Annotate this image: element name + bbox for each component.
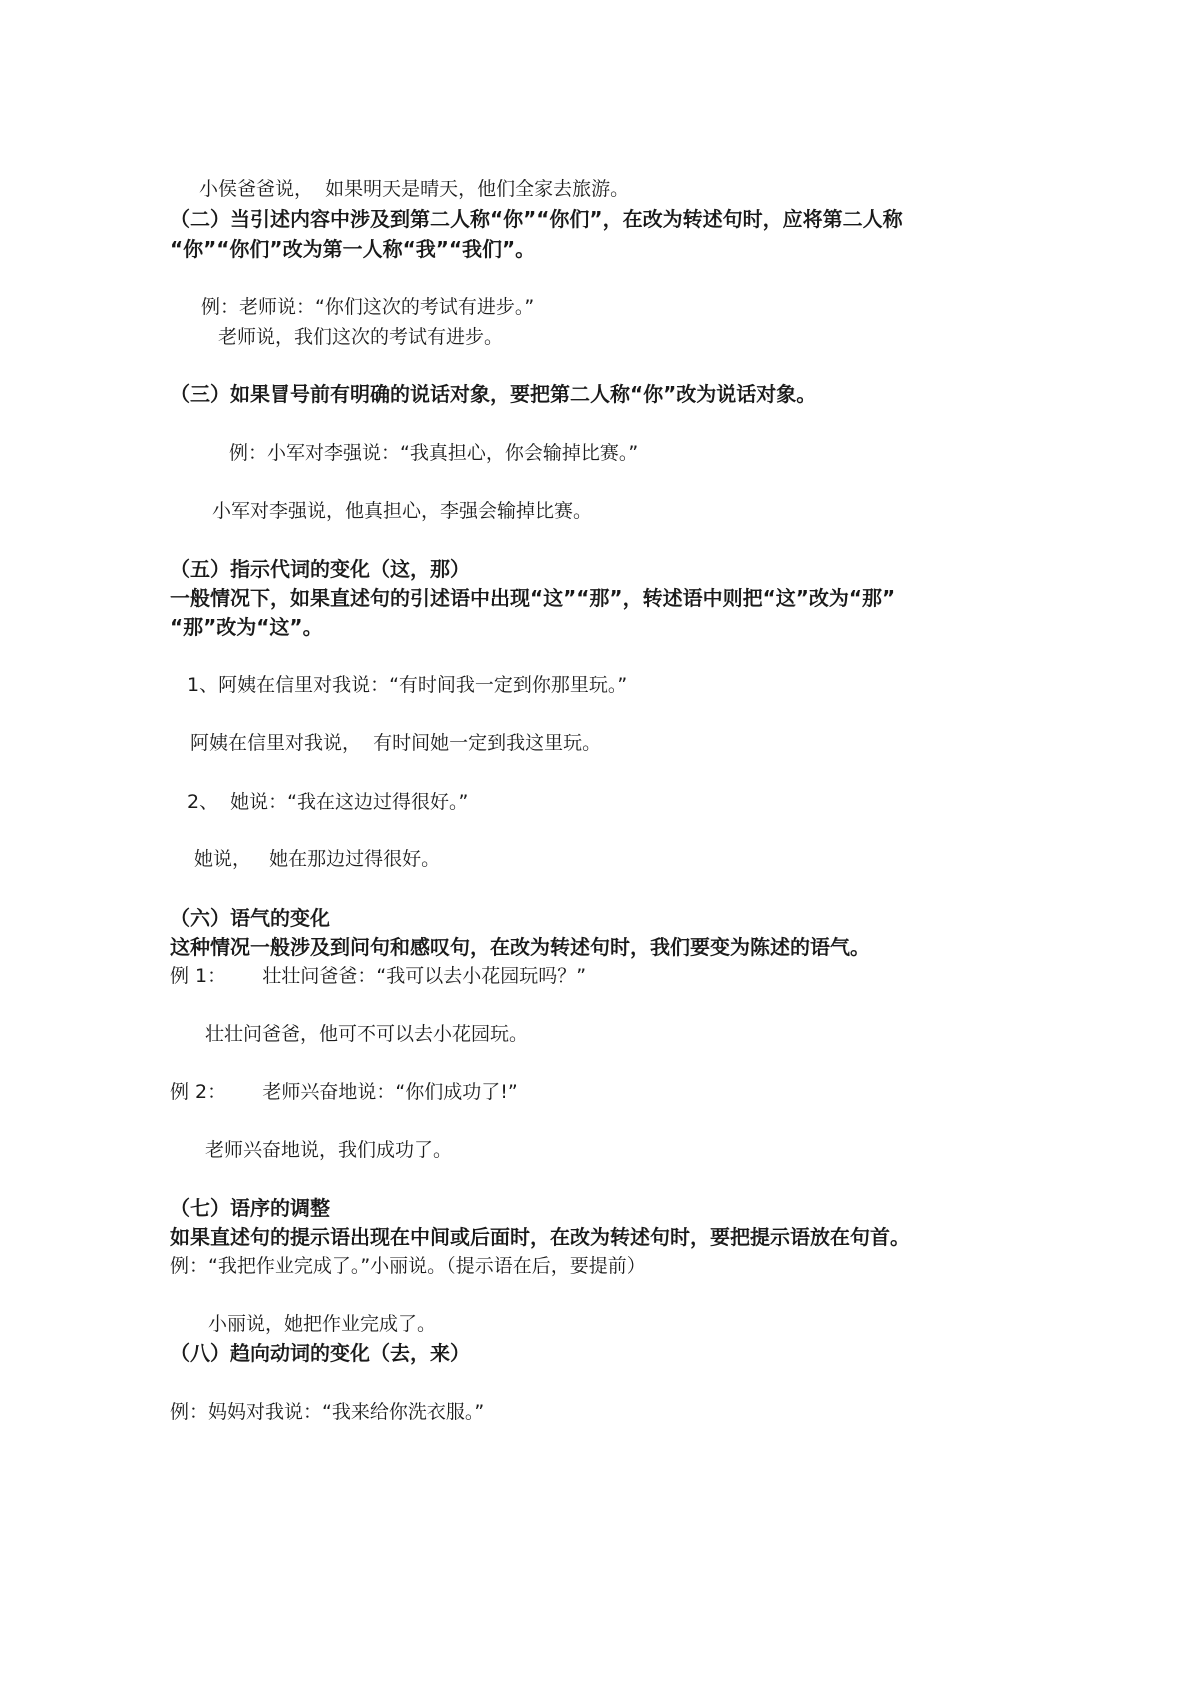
example-answer-line: 她说， 她在那边过得很好。 [194,848,441,870]
example-answer-line: 小侯爸爸说， 如果明天是晴天，他们全家去旅游。 [199,178,630,200]
example-answer-line: 阿姨在信里对我说， 有时间她一定到我这里玩。 [190,732,602,754]
rule-heading-2: （二）当引述内容中涉及到第二人称“你”“你们”，在改为转述句时，应将第二人称 [170,207,903,231]
example-answer-line: 小军对李强说，他真担心，李强会输掉比赛。 [212,500,593,522]
rule-heading-5: （五）指示代词的变化（这，那） [170,557,470,581]
example-answer-line: 老师说，我们这次的考试有进步。 [218,326,504,348]
example-answer-line: 小丽说，她把作业完成了。 [208,1313,437,1335]
example-question-line: 例 1： 壮壮问爸爸：“我可以去小花园玩吗？” [170,965,587,987]
example-question-line: 例：妈妈对我说：“我来给你洗衣服。” [170,1401,485,1423]
rule-heading-3: （三）如果冒号前有明确的说话对象，要把第二人称“你”改为说话对象。 [170,382,817,406]
example-answer-line: 壮壮问爸爸，他可不可以去小花园玩。 [205,1023,529,1045]
rule-description: 如果直述句的提示语出现在中间或后面时，在改为转述句时，要把提示语放在句首。 [170,1225,910,1249]
rule-heading-6: （六）语气的变化 [170,906,330,930]
example-question-line: 例：“我把作业完成了。”小丽说。（提示语在后，要提前） [170,1255,646,1277]
rule-heading-8: （八）趋向动词的变化（去，来） [170,1341,470,1365]
rule-description: 一般情况下，如果直述句的引述语中出现“这”“那”，转述语中则把“这”改为“那” [170,586,896,610]
example-question-line: 例：小军对李强说：“我真担心，你会输掉比赛。” [229,442,639,464]
example-question-line: 1、阿姨在信里对我说：“有时间我一定到你那里玩。” [187,674,628,696]
rule-description: 这种情况一般涉及到问句和感叹句，在改为转述句时，我们要变为陈述的语气。 [170,935,870,959]
rule-description-continued: “那”改为“这”。 [170,615,323,639]
example-answer-line: 老师兴奋地说，我们成功了。 [205,1139,453,1161]
rule-heading-7: （七）语序的调整 [170,1196,330,1220]
rule-heading-2-continued: “你”“你们”改为第一人称“我”“我们”。 [170,237,536,261]
example-question-line: 2、 她说：“我在这边过得很好。” [187,791,469,813]
example-question-line: 例 2： 老师兴奋地说：“你们成功了!” [170,1081,518,1103]
example-question-line: 例：老师说：“你们这次的考试有进步。” [201,296,535,318]
